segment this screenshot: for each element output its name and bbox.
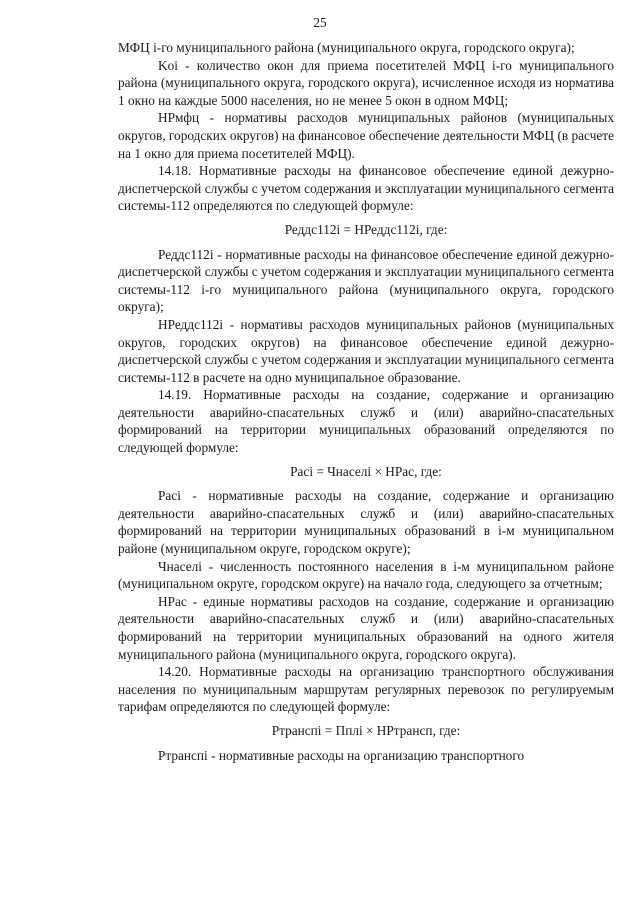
paragraph-nrmfc-definition: НРмфц - нормативы расходов муниципальных районов (муниципальных округов, городских округов) на финансовое обеспечение деятельности МФЦ (в расчете на 1 окно для приема посетителей МФЦ). — [118, 110, 614, 161]
paragraph-reddc112-definition: Реддс112i - нормативные расходы на финансовое обеспечение единой дежурно-диспетчерской службы с учетом содержания и эксплуатации муниципального сегмента системы-112 i-го муниципального района (муниципального округа, городского округа); — [118, 246, 614, 315]
paragraph-rtransp-definition: Ртранспi - нормативные расходы на организацию транспортного — [158, 747, 525, 763]
paragraph-chnasel-definition: Чнаселi - численность постоянного населения в i-м муниципальном районе (муниципальном округе, городском округе) на начало года, следующего за отчетным; — [118, 558, 614, 592]
formula-pac: Pacі = Чнаселi × НРас, где: — [290, 463, 442, 479]
paragraph-nreddc112-definition: НРеддс112i - нормативы расходов муниципальных районов (муниципальных округов, городских округов) на финансовое обеспечение единой дежурно-диспетчерской службы с учетом содержания и эксплуатации муниципального сегмента системы-112 в расчете на одно муниципальное образование. — [118, 316, 614, 385]
paragraph-pac-definition: Pacі - нормативные расходы на создание, содержание и организацию деятельности аварийно-спасательных служб и (или) аварийно-спасательных формирований на территории муниципальных образований в i-м муниципальном районе (муниципальном округе, городском округе); — [118, 488, 614, 557]
paragraph-section-14-19: 14.19. Нормативные расходы на создание, содержание и организацию деятельности аварийно-спасательных служб и (или) аварийно-спасательных формирований на территории муниципальных образований определяются по следующей формуле: — [118, 387, 614, 456]
document-body — [118, 39, 614, 764]
paragraph-nrac-definition: НРас - единые нормативы расходов на создание, содержание и организацию деятельности аварийно-спасательных служб и (или) аварийно-спасательных формирований на территории муниципальных образований на одного жителя муниципального района (муниципального округа, городского округа). — [118, 593, 614, 662]
paragraph-section-14-18: 14.18. Нормативные расходы на финансовое обеспечение единой дежурно-диспетчерской службы с учетом содержания и эксплуатации муниципального сегмента системы-112 определяются по следующей формуле: — [118, 163, 614, 214]
paragraph-section-14-20: 14.20. Нормативные расходы на организацию транспортного обслуживания населения по муниципальным маршрутам регулярных перевозок по регулируемым тарифам определяются по следующей формуле: — [118, 664, 614, 715]
paragraph-koi-definition: Koi - количество окон для приема посетителей МФЦ i-го муниципального района (муниципального округа, городского округа), исчисленное исходя из норматива 1 окно на каждые 5000 населения, но не менее 5 окон в одном МФЦ; — [118, 57, 614, 108]
page-number: 25 — [313, 15, 327, 30]
paragraph-mfc-continuation: МФЦ i-го муниципального района (муниципального округа, городского округа); — [118, 40, 575, 55]
formula-reddc112: Реддс112i = НРеддс112i, где: — [284, 221, 448, 237]
formula-rtransp: Ртранспi = Пплi × НРтрансп, где: — [271, 722, 461, 738]
